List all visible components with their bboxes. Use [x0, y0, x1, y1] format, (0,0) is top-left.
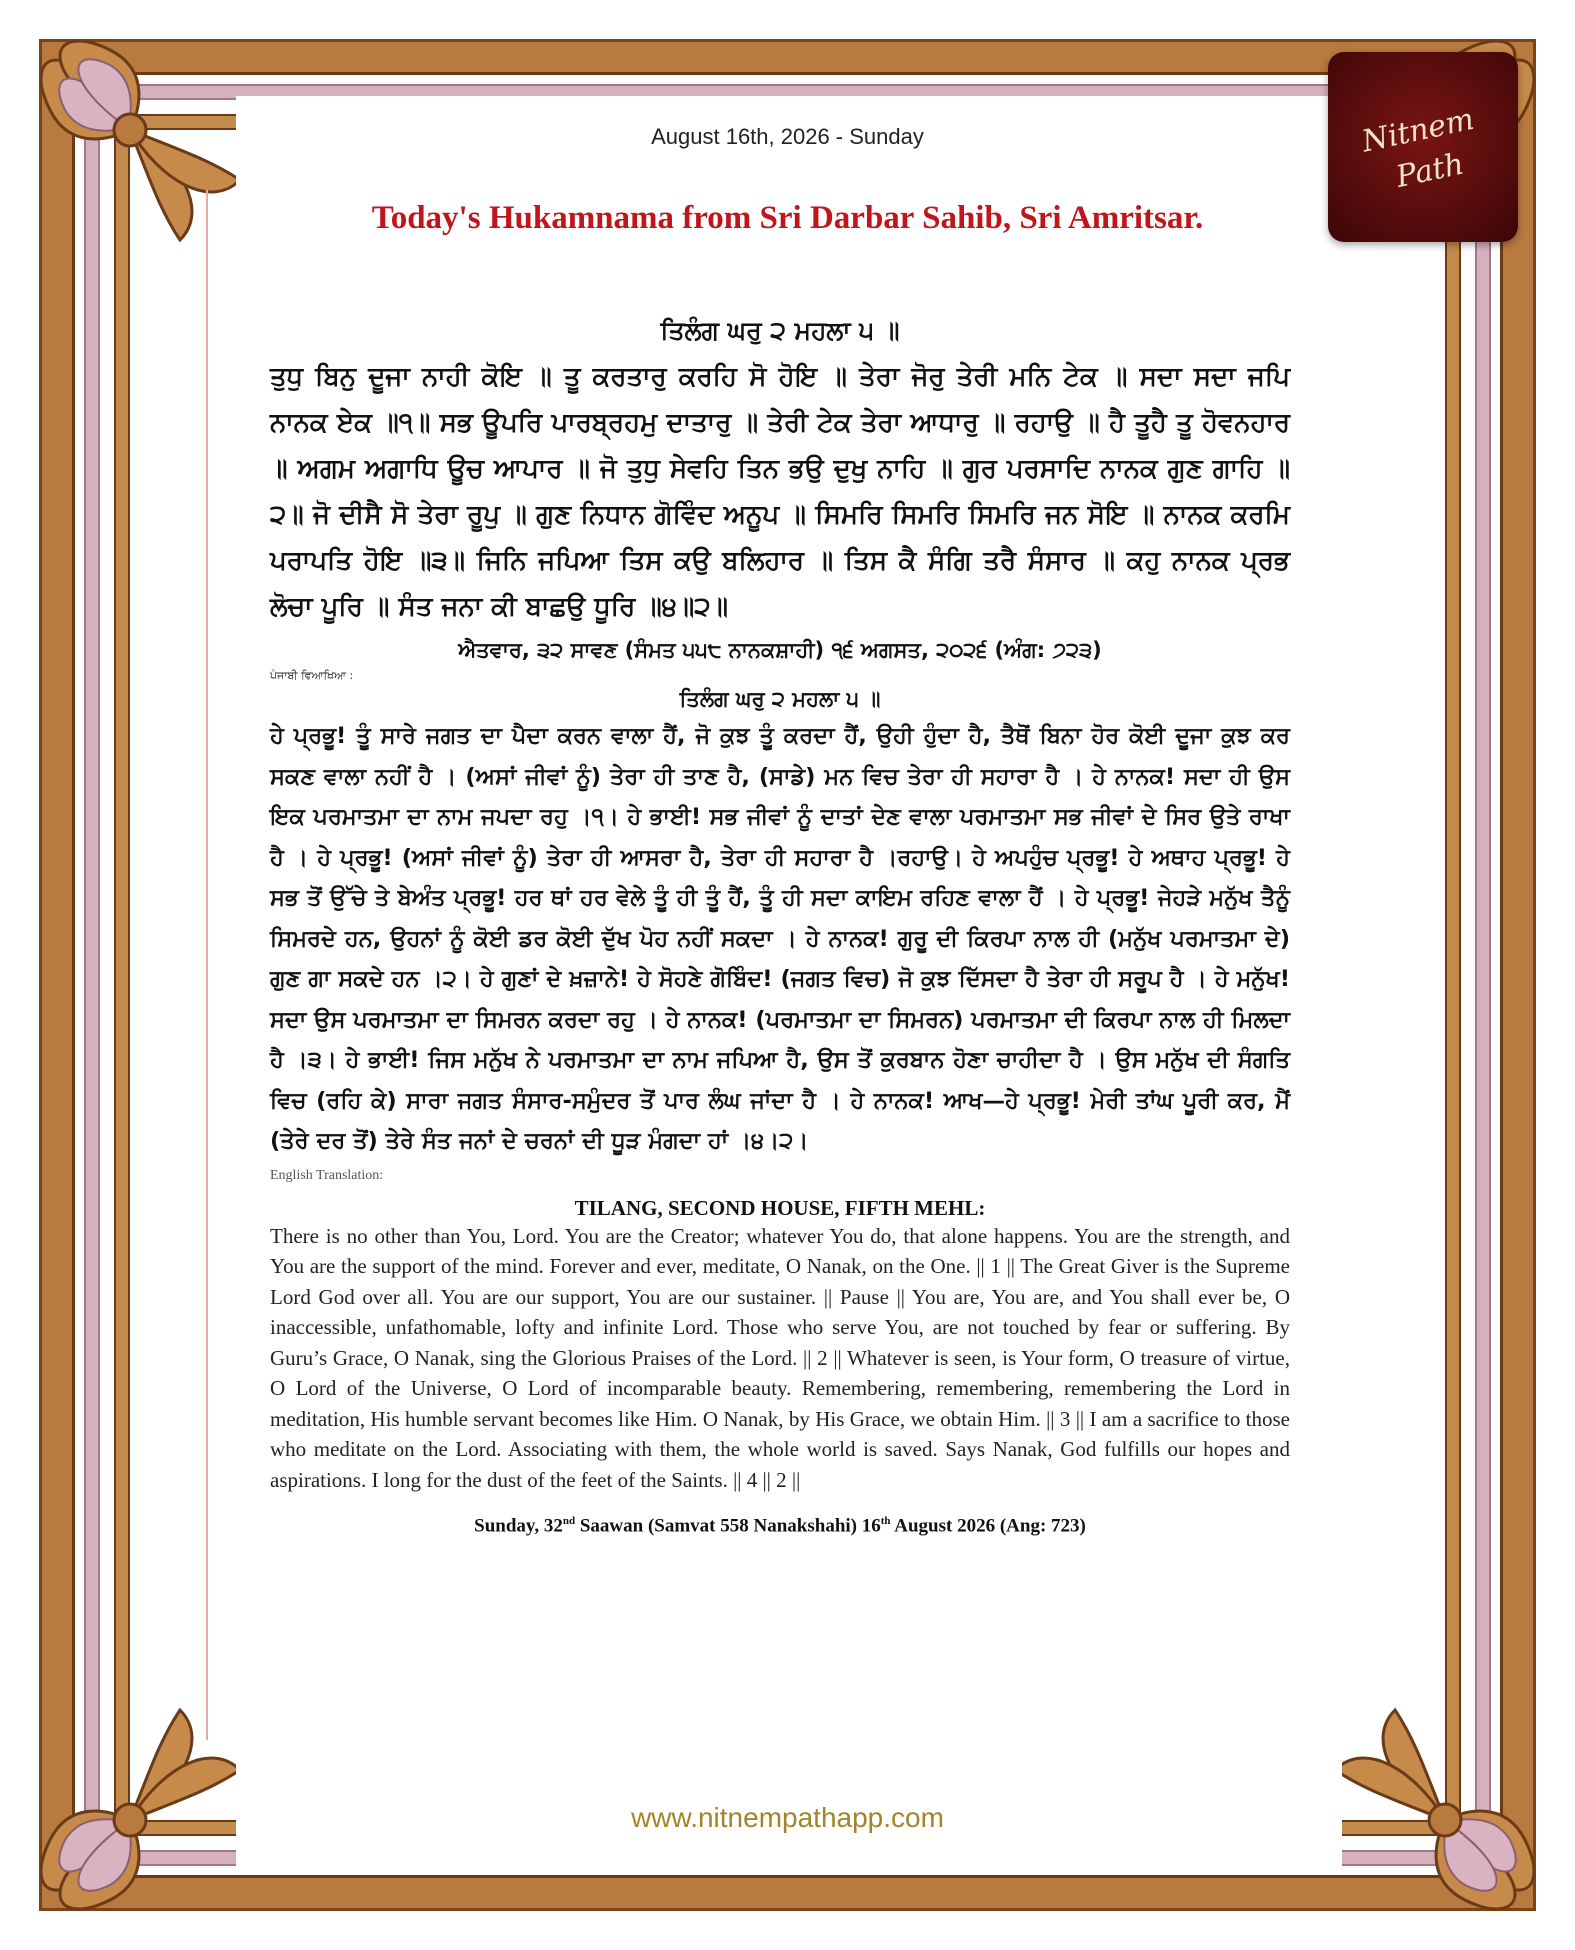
- date-line: August 16th, 2026 - Sunday: [651, 124, 924, 149]
- left-margin-rule: [206, 190, 208, 1740]
- logo-text-line1: Nitnem: [1358, 101, 1478, 160]
- english-date-part2: Saawan (Samvat 558 Nanakshahi) 16: [575, 1515, 881, 1537]
- punjabi-explanation: ਹੇ ਪ੍ਰਭੂ! ਤੂੰ ਸਾਰੇ ਜਗਤ ਦਾ ਪੈਦਾ ਕਰਨ ਵਾਲਾ ਹੈਂ, ਜੋ ਕੁਝ ਤੂੰ ਕਰਦਾ ਹੈਂ, ਉਹੀ ਹੁੰਦਾ ਹੈ, ਤੈਥੋਂ ਬਿਨਾ ਹੋਰ ਕੋਈ ਦੂਜਾ ਕੁਝ ਕਰ ਸਕਣ ਵਾਲਾ ਨਹੀਂ ਹੈ । (ਅਸਾਂ ਜੀਵਾਂ ਨੂੰ) ਤੇਰਾ ਹੀ ਤਾਣ ਹੈ, (ਸਾਡੇ) ਮਨ ਵਿਚ ਤੇਰਾ ਹੀ ਸਹਾਰਾ ਹੈ । ਹੇ ਨਾਨਕ! ਸਦਾ ਹੀ ਉਸ ਇਕ ਪਰਮਾਤਮਾ ਦਾ ਨਾਮ ਜਪਦਾ ਰਹੁ ।੧। ਹੇ ਭਾਈ! ਸਭ ਜੀਵਾਂ ਨੂੰ ਦਾਤਾਂ ਦੇਣ ਵਾਲਾ ਪਰਮਾਤਮਾ ਸਭ ਜੀਵਾਂ ਦੇ ਸਿਰ ਉਤੇ ਰਾਖਾ ਹੈ । ਹੇ ਪ੍ਰਭੂ! (ਅਸਾਂ ਜੀਵਾਂ ਨੂੰ) ਤੇਰਾ ਹੀ ਆਸਰਾ ਹੈ, ਤੇਰਾ ਹੀ ਸਹਾਰਾ ਹੈ ।ਰਹਾਉ। ਹੇ ਅਪਹੁੰਚ ਪ੍ਰਭੂ! ਹੇ ਅਥਾਹ ਪ੍ਰਭੂ! ਹੇ ਸਭ ਤੋਂ ਉੱਚੇ ਤੇ ਬੇਅੰਤ ਪ੍ਰਭੂ! ਹਰ ਥਾਂ ਹਰ ਵੇਲੇ ਤੂੰ ਹੀ ਤੂੰ ਹੈਂ, ਤੂੰ ਹੀ ਸਦਾ ਕਾਇਮ ਰਹਿਣ ਵਾਲਾ ਹੈਂ । ਹੇ ਪ੍ਰਭੂ! ਜੇਹੜੇ ਮਨੁੱਖ ਤੈਨੂੰ ਸਿਮਰਦੇ ਹਨ, ਉਹਨਾਂ ਨੂੰ ਕੋਈ ਡਰ ਕੋਈ ਦੁੱਖ ਪੋਹ ਨਹੀਂ ਸਕਦਾ । ਹੇ ਨਾਨਕ! ਗੁਰੂ ਦੀ ਕਿਰਪਾ ਨਾਲ ਹੀ (ਮਨੁੱਖ ਪਰਮਾਤਮਾ ਦੇ) ਗੁਣ ਗਾ ਸਕਦੇ ਹਨ ।੨। ਹੇ ਗੁਣਾਂ ਦੇ ਖ਼ਜ਼ਾਨੇ! ਹੇ ਸੋਹਣੇ ਗੋਬਿੰਦ! (ਜਗਤ ਵਿਚ) ਜੋ ਕੁਝ ਦਿੱਸਦਾ ਹੈ ਤੇਰਾ ਹੀ ਸਰੂਪ ਹੈ । ਹੇ ਮਨੁੱਖ! ਸਦਾ ਉਸ ਪਰਮਾਤਮਾ ਦਾ ਸਿਮਰਨ ਕਰਦਾ ਰਹੁ । ਹੇ ਨਾਨਕ! (ਪਰਮਾਤਮਾ ਦਾ ਸਿਮਰਨ) ਪਰਮਾਤਮਾ ਦੀ ਕਿਰਪਾ ਨਾਲ ਹੀ ਮਿਲਦਾ ਹੈ ।੩। ਹੇ ਭਾਈ! ਜਿਸ ਮਨੁੱਖ ਨੇ ਪਰਮਾਤਮਾ ਦਾ ਨਾਮ ਜਪਿਆ ਹੈ, ਉਸ ਤੋਂ ਕੁਰਬਾਨ ਹੋਣਾ ਚਾਹੀਦਾ ਹੈ । ਉਸ ਮਨੁੱਖ ਦੀ ਸੰਗਤਿ ਵਿਚ (ਰਹਿ ਕੇ) ਸਾਰਾ ਜਗਤ ਸੰਸਾਰ-ਸਮੁੰਦਰ ਤੋਂ ਪਾਰ ਲੰਘ ਜਾਂਦਾ ਹੈ । ਹੇ ਨਾਨਕ! ਆਖ—ਹੇ ਪ੍ਰਭੂ! ਮੇਰੀ ਤਾਂਘ ਪੂਰੀ ਕਰ, ਮੈਂ (ਤੇਰੇ ਦਰ ਤੋਂ) ਤੇਰੇ ਸੰਤ ਜਨਾਂ ਦੇ ਚਰਨਾਂ ਦੀ ਧੂੜ ਮੰਗਦਾ ਹਾਂ ।੪।੨।: [270, 723, 1290, 1154]
- english-heading: TILANG, SECOND HOUSE, FIFTH MEHL:: [574, 1195, 986, 1220]
- website-link[interactable]: www.nitnempathapp.com: [631, 1802, 944, 1833]
- punjabi-explanation-label: ਪੰਜਾਬੀ ਵਿਆਖਿਆ :: [270, 669, 354, 682]
- page-title: Today's Hukamnama from Sri Darbar Sahib, Sri Amritsar.: [371, 200, 1204, 236]
- english-translation: There is no other than You, Lord. You are the Creator; whatever You do, that alone happens. You are the strength, and You are the support of the mind. Forever and ever, meditate, O Nanak, on the One. || 1 || The Great Giver is the Supreme Lord God over all. You are our support, You are our sustainer. || Pause || You are, You are, and You shall ever be, O inaccessible, unfathomable, lofty and infinite Lord. Those who serve You, are not touched by fear or suffering. By Guru’s Grace, O Nanak, sing the Glorious Praises of the Lord. || 2 || Whatever is seen, is Your form, O treasure of virtue, O Lord of the Universe, O Lord of incomparable beauty. Remembering, remembering, remembering the Lord in meditation, His humble servant becomes like Him. O Nanak, by His Grace, we obtain Him. || 3 || I am a sacrifice to those who meditate on the Lord. Associating with them, the whole world is saved. Says Nanak, God fulfills our hopes and aspirations. I long for the dust of the feet of the Saints. || 4 || 2 ||: [270, 1223, 1290, 1492]
- logo-text-line2: Path: [1393, 146, 1467, 195]
- english-date-ordinal2: th: [880, 1515, 891, 1527]
- punjabi-heading: ਤਿਲੰਗ ਘਰੁ ੨ ਮਹਲਾ ੫ ॥: [679, 687, 881, 711]
- english-date-part3: August 2026 (Ang: 723): [890, 1515, 1086, 1537]
- gurbani-date: ਐਤਵਾਰ, ੩੨ ਸਾਵਣ (ਸੰਮਤ ੫੫੮ ਨਾਨਕਸ਼ਾਹੀ) ੧੬ ਅਗਸਤ, ੨੦੨੬ (ਅੰਗ: ੭੨੩): [458, 638, 1102, 662]
- english-date: [270, 1515, 1290, 1537]
- gurbani-heading: ਤਿਲੰਗ ਘਰੁ ੨ ਮਹਲਾ ੫ ॥: [660, 316, 900, 345]
- hukamnama-content: [270, 316, 1290, 1537]
- english-date-ordinal1: nd: [562, 1515, 576, 1527]
- gurbani-verse: ਤੁਧੁ ਬਿਨੁ ਦੂਜਾ ਨਾਹੀ ਕੋਇ ॥ ਤੂ ਕਰਤਾਰੁ ਕਰਹਿ ਸੋ ਹੋਇ ॥ ਤੇਰਾ ਜੋਰੁ ਤੇਰੀ ਮਨਿ ਟੇਕ ॥ ਸਦਾ ਸਦਾ ਜਪਿ ਨਾਨਕ ਏਕ ॥੧॥ ਸਭ ਊਪਰਿ ਪਾਰਬ੍ਰਹਮੁ ਦਾਤਾਰੁ ॥ ਤੇਰੀ ਟੇਕ ਤੇਰਾ ਆਧਾਰੁ ॥ ਰਹਾਉ ॥ ਹੈ ਤੂਹੈ ਤੂ ਹੋਵਨਹਾਰ ॥ ਅਗਮ ਅਗਾਧਿ ਊਚ ਆਪਾਰ ॥ ਜੋ ਤੁਧੁ ਸੇਵਹਿ ਤਿਨ ਭਉ ਦੁਖੁ ਨਾਹਿ ॥ ਗੁਰ ਪਰਸਾਦਿ ਨਾਨਕ ਗੁਣ ਗਾਹਿ ॥੨॥ ਜੋ ਦੀਸੈ ਸੋ ਤੇਰਾ ਰੂਪੁ ॥ ਗੁਣ ਨਿਧਾਨ ਗੋਵਿੰਦ ਅਨੂਪ ॥ ਸਿਮਰਿ ਸਿਮਰਿ ਸਿਮਰਿ ਜਨ ਸੋਇ ॥ ਨਾਨਕ ਕਰਮਿ ਪਰਾਪਤਿ ਹੋਇ ॥੩॥ ਜਿਨਿ ਜਪਿਆ ਤਿਸ ਕਉ ਬਲਿਹਾਰ ॥ ਤਿਸ ਕੈ ਸੰਗਿ ਤਰੈ ਸੰਸਾਰ ॥ ਕਹੁ ਨਾਨਕ ਪ੍ਰਭ ਲੋਚਾ ਪੂਰਿ ॥ ਸੰਤ ਜਨਾ ਕੀ ਬਾਛਉ ਧੂਰਿ ॥੪॥੨॥: [270, 362, 1290, 622]
- english-translation-label: English Translation:: [270, 1167, 384, 1183]
- english-date-part1: Sunday, 32: [474, 1515, 563, 1537]
